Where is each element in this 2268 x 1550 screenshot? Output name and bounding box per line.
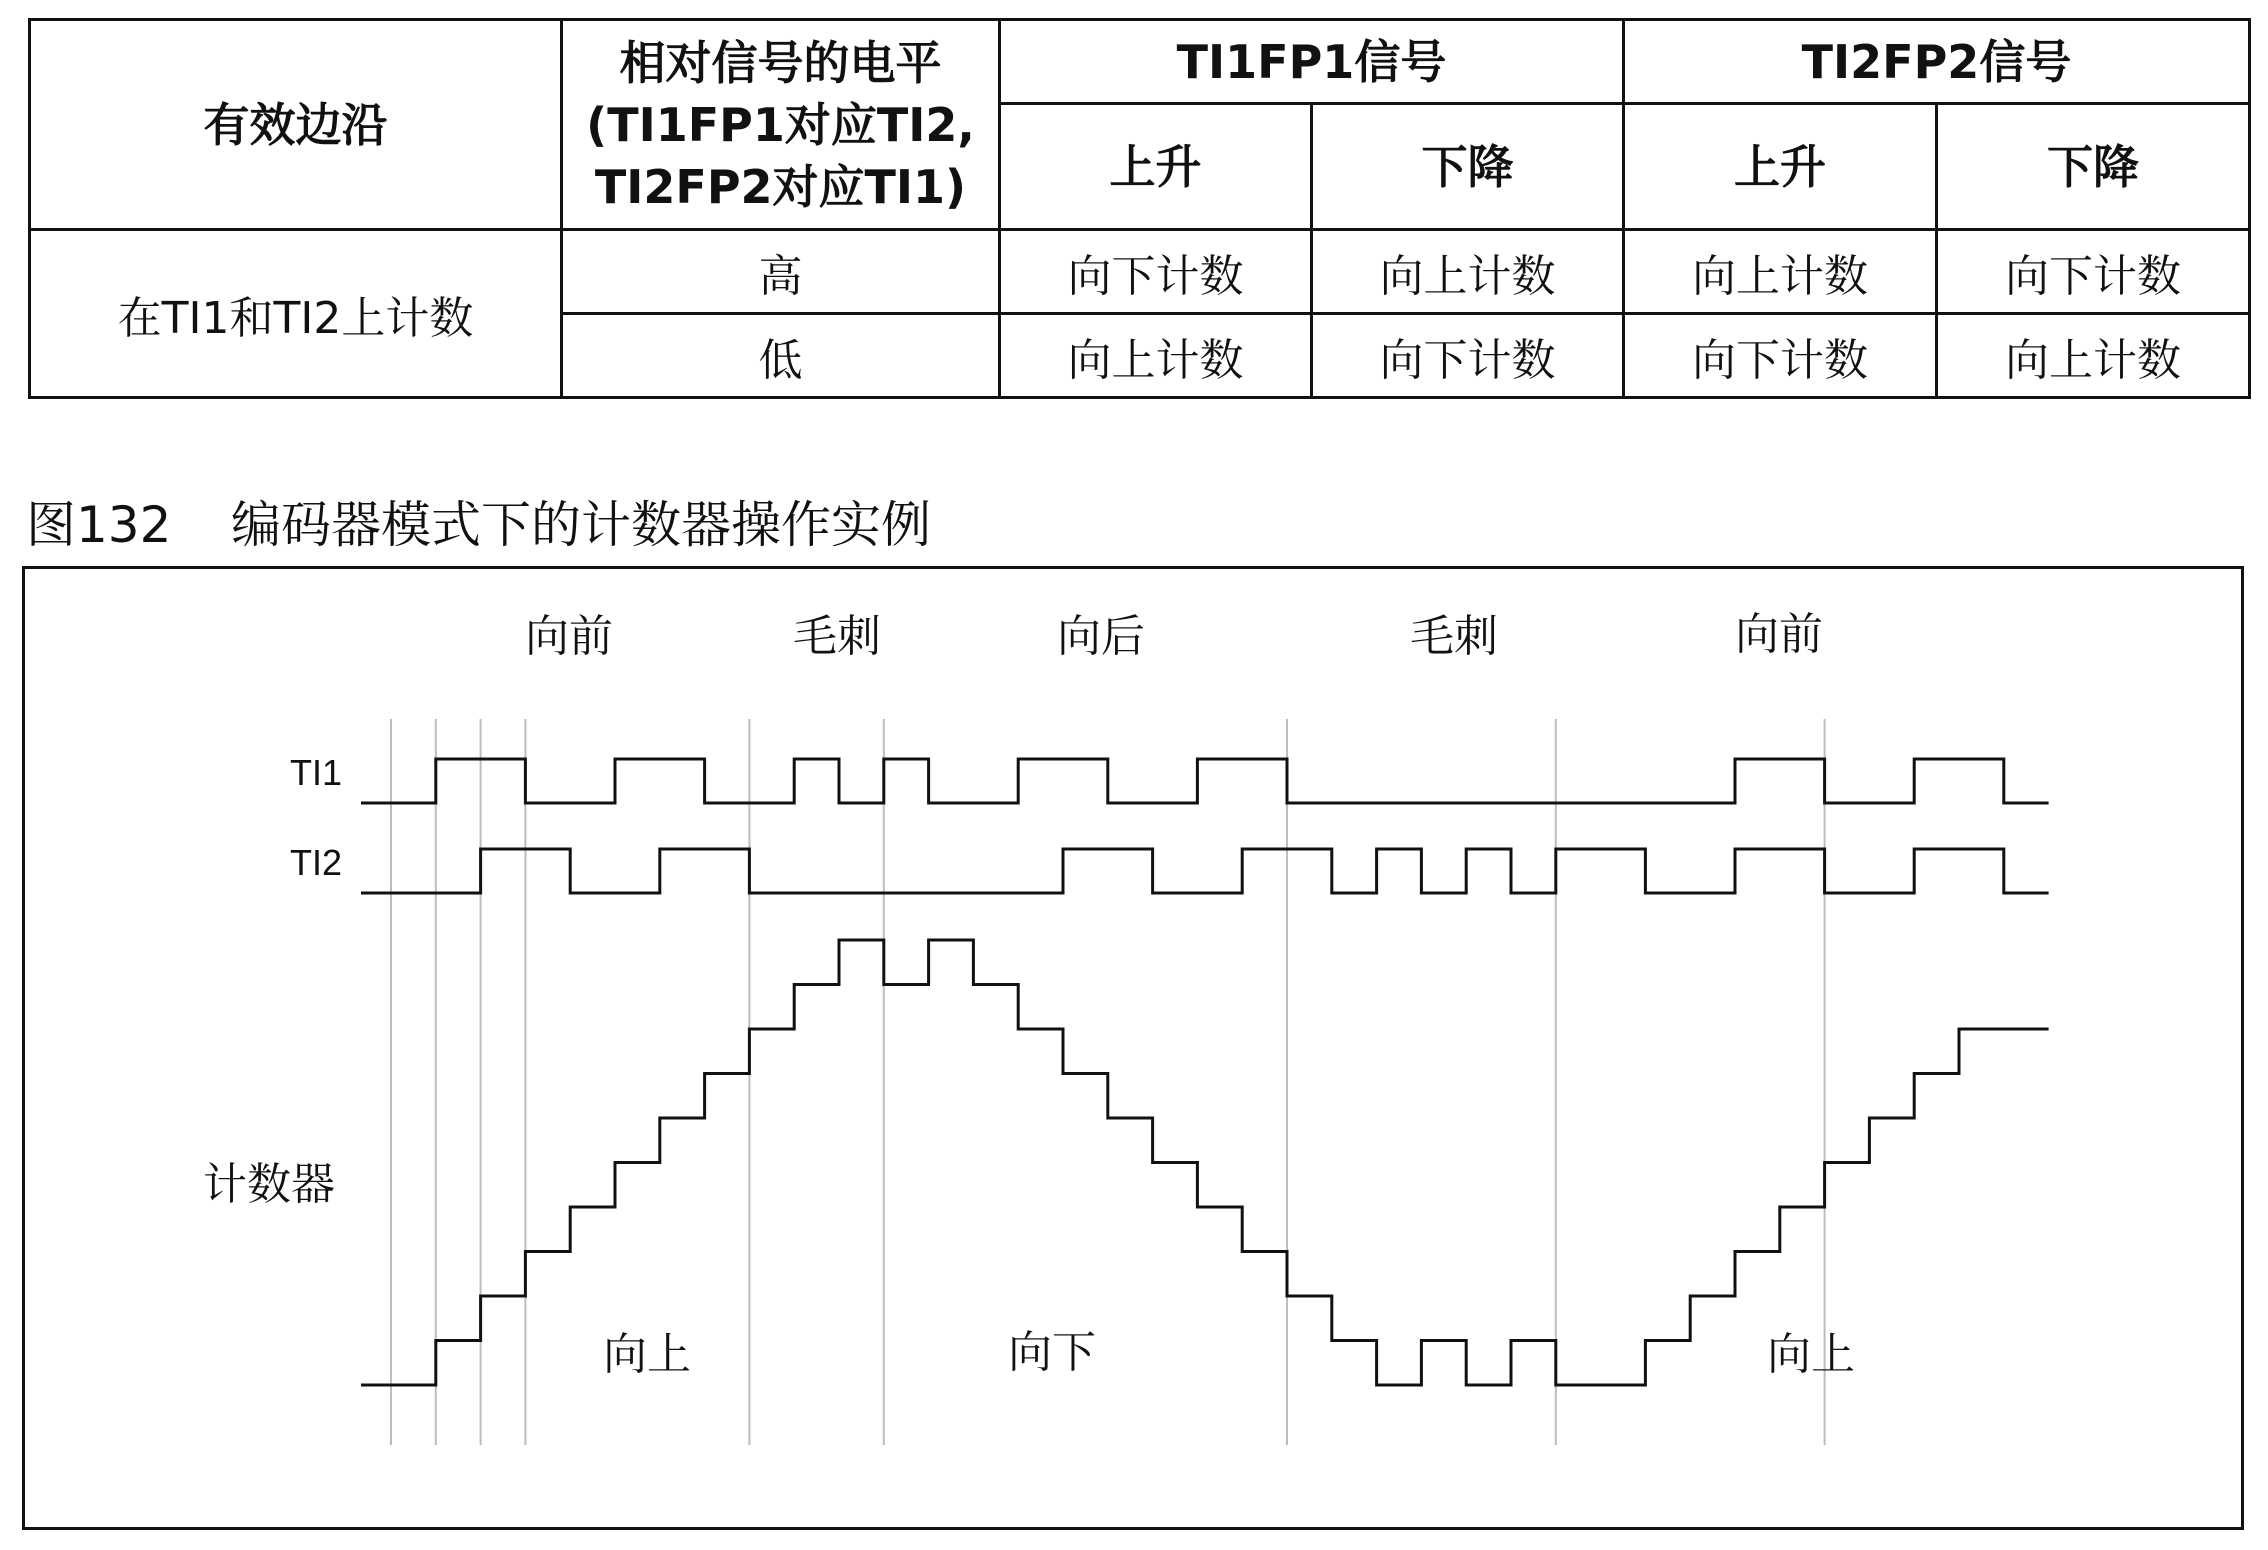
header-level-line1: 相对信号的电平 bbox=[619, 35, 942, 90]
level-low: 低 bbox=[562, 314, 1000, 398]
figure-caption bbox=[26, 485, 931, 557]
header-ti2fp2-rise: 上升 bbox=[1624, 104, 1937, 230]
header-edge: 有效边沿 bbox=[30, 20, 562, 230]
header-level-line2: (TI1FP1对应TI2, bbox=[586, 97, 975, 152]
direction-labels bbox=[603, 1327, 1855, 1380]
ti1-label: TI1 bbox=[290, 752, 343, 793]
table-cell: 向下计数 bbox=[1000, 230, 1312, 314]
figure-number: 图132 bbox=[26, 496, 172, 554]
phase-labels bbox=[525, 609, 1823, 662]
header-ti2fp2: TI2FP2信号 bbox=[1624, 20, 2250, 104]
table-cell: 向下计数 bbox=[1937, 230, 2250, 314]
table-cell: 向上计数 bbox=[1000, 314, 1312, 398]
table-row bbox=[30, 230, 2250, 314]
level-high: 高 bbox=[562, 230, 1000, 314]
signal-labels bbox=[203, 752, 342, 1210]
counter-waveform bbox=[361, 940, 2049, 1385]
header-ti1fp1: TI1FP1信号 bbox=[1000, 20, 1624, 104]
table-cell: 向上计数 bbox=[1624, 230, 1937, 314]
phase-label-forward-1: 向前 bbox=[525, 611, 613, 662]
table-cell: 向下计数 bbox=[1624, 314, 1937, 398]
table-cell: 向上计数 bbox=[1312, 230, 1624, 314]
phase-label-glitch-2: 毛刺 bbox=[1410, 611, 1498, 662]
header-level bbox=[562, 20, 1000, 230]
timing-diagram bbox=[25, 569, 2241, 1527]
timing-diagram-frame bbox=[22, 566, 2244, 1530]
direction-label-down: 向下 bbox=[1008, 1327, 1096, 1378]
table-cell: 向上计数 bbox=[1937, 314, 2250, 398]
row-label: 在TI1和TI2上计数 bbox=[30, 230, 562, 398]
header-level-line3: TI2FP2对应TI1) bbox=[594, 159, 967, 214]
direction-label-up-2: 向上 bbox=[1767, 1329, 1855, 1380]
header-ti1fp1-rise: 上升 bbox=[1000, 104, 1312, 230]
table-cell: 向下计数 bbox=[1312, 314, 1624, 398]
phase-label-forward-2: 向前 bbox=[1735, 609, 1823, 660]
encoder-count-table bbox=[28, 18, 2251, 399]
figure-title: 编码器模式下的计数器操作实例 bbox=[231, 496, 931, 554]
phase-label-backward: 向后 bbox=[1057, 611, 1145, 662]
ti2-waveform bbox=[361, 849, 2049, 893]
header-ti1fp1-fall: 下降 bbox=[1312, 104, 1624, 230]
ti2-label: TI2 bbox=[290, 842, 343, 883]
header-ti2fp2-fall: 下降 bbox=[1937, 104, 2250, 230]
phase-label-glitch-1: 毛刺 bbox=[793, 611, 881, 662]
counter-label: 计数器 bbox=[203, 1159, 335, 1210]
ti1-waveform bbox=[361, 759, 2049, 803]
direction-label-up-1: 向上 bbox=[603, 1329, 691, 1380]
